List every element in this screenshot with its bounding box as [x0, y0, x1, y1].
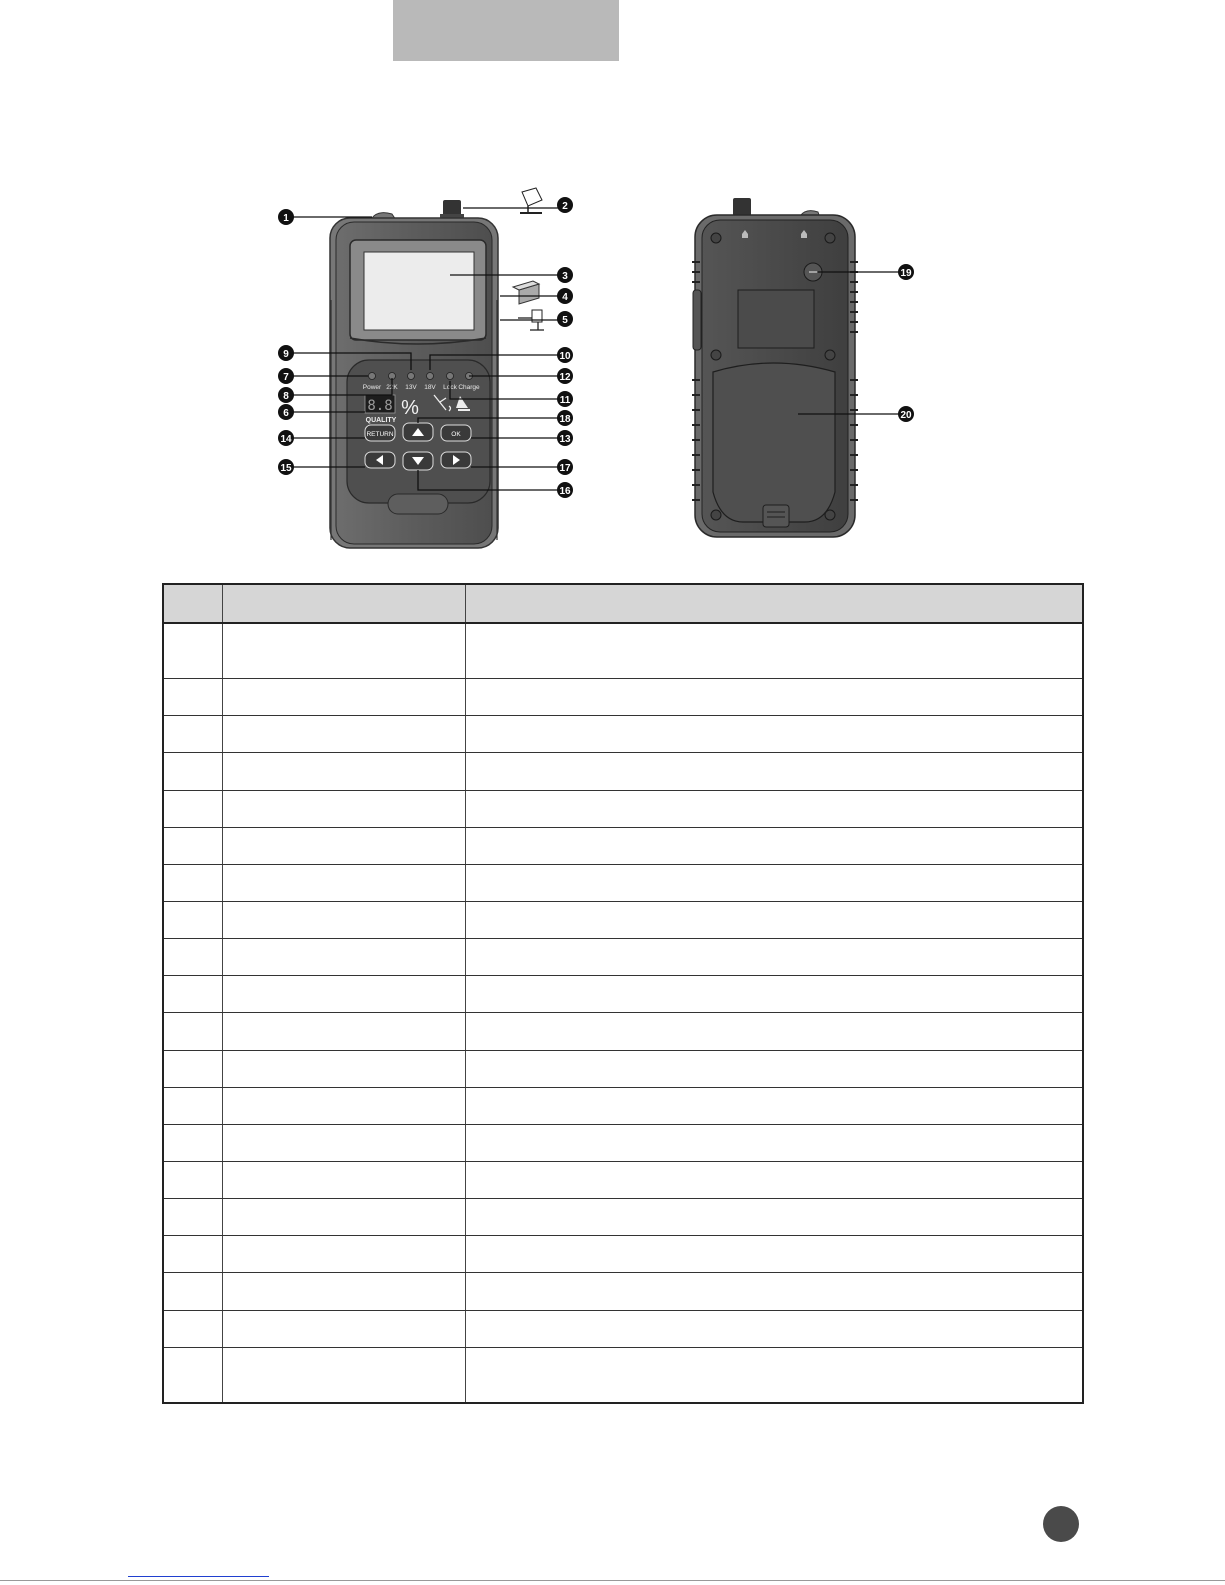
- number-cell: [163, 1310, 222, 1347]
- description-cell: [465, 790, 1083, 827]
- down-button[interactable]: [403, 452, 433, 470]
- description-cell: [465, 753, 1083, 790]
- svg-text:1: 1: [283, 213, 289, 224]
- back-callouts: [898, 264, 914, 422]
- led-label-18v: 18V: [424, 384, 436, 391]
- callout-15: [278, 459, 294, 475]
- speaker-grille: [388, 494, 448, 514]
- callout-16: [557, 482, 573, 498]
- table-row: [163, 902, 1083, 939]
- description-cell: [465, 1087, 1083, 1124]
- svg-text:15: 15: [280, 463, 292, 474]
- description-cell: [465, 1013, 1083, 1050]
- right-button[interactable]: [441, 452, 471, 468]
- percent-sign: %: [401, 397, 419, 419]
- number-cell: [163, 1087, 222, 1124]
- number-cell: [163, 1013, 222, 1050]
- name-cell: [222, 1013, 465, 1050]
- svg-text:13: 13: [559, 434, 571, 445]
- number-cell: [163, 1050, 222, 1087]
- parts-table: [162, 583, 1084, 1404]
- description-cell: [465, 864, 1083, 901]
- number-cell: [163, 939, 222, 976]
- name-cell: [222, 623, 465, 679]
- callout-13: [557, 430, 573, 446]
- led-label-charge: Charge: [458, 384, 480, 391]
- svg-text:17: 17: [559, 463, 571, 474]
- battery-cover: [713, 363, 835, 522]
- name-cell: [222, 716, 465, 753]
- svg-text:18: 18: [559, 414, 571, 425]
- table-row: [163, 1050, 1083, 1087]
- number-cell: [163, 1347, 222, 1403]
- description-cell: [465, 1236, 1083, 1273]
- callout-1: [278, 209, 294, 225]
- description-cell: [465, 1050, 1083, 1087]
- name-cell: [222, 1162, 465, 1199]
- number-cell: [163, 864, 222, 901]
- device-illustration: [0, 0, 1225, 570]
- callout-7: [278, 368, 294, 384]
- svg-text:11: 11: [559, 395, 571, 406]
- name-cell: [222, 1347, 465, 1403]
- table-row: [163, 679, 1083, 716]
- callout-9: [278, 345, 294, 361]
- led-label-lock: Lock: [443, 384, 457, 391]
- svg-text:19: 19: [900, 268, 912, 279]
- callout-19: [898, 264, 914, 280]
- table-row: [163, 1347, 1083, 1403]
- name-cell: [222, 790, 465, 827]
- name-cell: [222, 1273, 465, 1310]
- callout-11: [557, 391, 573, 407]
- back-device: [692, 198, 858, 537]
- table-row: [163, 1087, 1083, 1124]
- footer-link[interactable]: [128, 1576, 269, 1577]
- name-cell: [222, 939, 465, 976]
- svg-text:16: 16: [559, 486, 571, 497]
- callout-6: [278, 404, 294, 420]
- description-cell: [465, 1124, 1083, 1161]
- callout-10: [557, 347, 573, 363]
- table-row: [163, 1124, 1083, 1161]
- table-row: [163, 716, 1083, 753]
- table-row: [163, 1199, 1083, 1236]
- svg-text:3: 3: [562, 271, 568, 282]
- name-cell: [222, 1310, 465, 1347]
- table-header-row: [163, 584, 1083, 623]
- table-row: [163, 790, 1083, 827]
- description-cell: [465, 1347, 1083, 1403]
- return-button-label: RETURN: [366, 431, 394, 438]
- column-header-number: [163, 584, 222, 623]
- battery-latch: [763, 505, 789, 527]
- name-cell: [222, 1050, 465, 1087]
- number-cell: [163, 902, 222, 939]
- quality-digits: 8.8: [367, 398, 393, 414]
- name-cell: [222, 679, 465, 716]
- table-row: [163, 623, 1083, 679]
- callout-2: [557, 197, 573, 213]
- number-cell: [163, 623, 222, 679]
- description-cell: [465, 827, 1083, 864]
- label-area: [738, 290, 814, 348]
- number-cell: [163, 1162, 222, 1199]
- name-cell: [222, 1087, 465, 1124]
- table-row: [163, 1013, 1083, 1050]
- description-cell: [465, 939, 1083, 976]
- callout-5: [557, 311, 573, 327]
- table-row: [163, 864, 1083, 901]
- name-cell: [222, 976, 465, 1013]
- ok-button-label: OK: [451, 431, 461, 438]
- name-cell: [222, 1199, 465, 1236]
- svg-text:6: 6: [283, 408, 289, 419]
- description-cell: [465, 623, 1083, 679]
- column-header-description: [465, 584, 1083, 623]
- svg-text:8: 8: [283, 391, 289, 402]
- number-cell: [163, 790, 222, 827]
- front-device: [330, 200, 498, 548]
- number-cell: [163, 976, 222, 1013]
- ok-button[interactable]: [441, 425, 471, 441]
- table-row: [163, 1162, 1083, 1199]
- number-cell: [163, 1124, 222, 1161]
- lcd-screen: [364, 252, 474, 330]
- svg-text:5: 5: [562, 315, 568, 326]
- number-cell: [163, 827, 222, 864]
- name-cell: [222, 902, 465, 939]
- name-cell: [222, 827, 465, 864]
- number-cell: [163, 679, 222, 716]
- name-cell: [222, 1124, 465, 1161]
- name-cell: [222, 753, 465, 790]
- callout-14: [278, 430, 294, 446]
- svg-text:14: 14: [280, 434, 292, 445]
- led-label-13v: 13V: [405, 384, 417, 391]
- callout-3: [557, 267, 573, 283]
- callout-4: [557, 288, 573, 304]
- footer-rule: [0, 1580, 1225, 1581]
- quality-label: QUALITY: [365, 417, 397, 424]
- number-cell: [163, 716, 222, 753]
- description-cell: [465, 716, 1083, 753]
- svg-text:7: 7: [283, 372, 289, 383]
- description-cell: [465, 902, 1083, 939]
- description-cell: [465, 1199, 1083, 1236]
- name-cell: [222, 864, 465, 901]
- svg-text:12: 12: [559, 372, 571, 383]
- description-cell: [465, 976, 1083, 1013]
- number-cell: [163, 753, 222, 790]
- number-cell: [163, 1273, 222, 1310]
- number-cell: [163, 1236, 222, 1273]
- led-label-power: Power: [362, 384, 382, 391]
- callout-18: [557, 410, 573, 426]
- svg-text:9: 9: [283, 349, 289, 360]
- column-header-name: [222, 584, 465, 623]
- svg-text:2: 2: [562, 201, 568, 212]
- table-row: [163, 1310, 1083, 1347]
- callout-12: [557, 368, 573, 384]
- receiver-box-icon: [513, 281, 539, 304]
- table-row: [163, 939, 1083, 976]
- callout-8: [278, 387, 294, 403]
- description-cell: [465, 1310, 1083, 1347]
- description-cell: [465, 1162, 1083, 1199]
- svg-text:20: 20: [900, 410, 912, 421]
- name-cell: [222, 1236, 465, 1273]
- svg-text:10: 10: [559, 351, 571, 362]
- callout-17: [557, 459, 573, 475]
- callout-20: [898, 406, 914, 422]
- dish-accessory-icon: [520, 188, 542, 214]
- table-row: [163, 753, 1083, 790]
- return-button[interactable]: [365, 425, 395, 441]
- up-button[interactable]: [403, 423, 433, 441]
- table-row: [163, 1273, 1083, 1310]
- table-row: [163, 976, 1083, 1013]
- table-row: [163, 827, 1083, 864]
- table-row: [163, 1236, 1083, 1273]
- led-label-22k: 22K: [386, 384, 398, 391]
- description-cell: [465, 1273, 1083, 1310]
- page-number-badge: [1043, 1506, 1079, 1542]
- number-cell: [163, 1199, 222, 1236]
- svg-text:4: 4: [562, 292, 568, 303]
- description-cell: [465, 679, 1083, 716]
- left-button[interactable]: [365, 452, 395, 468]
